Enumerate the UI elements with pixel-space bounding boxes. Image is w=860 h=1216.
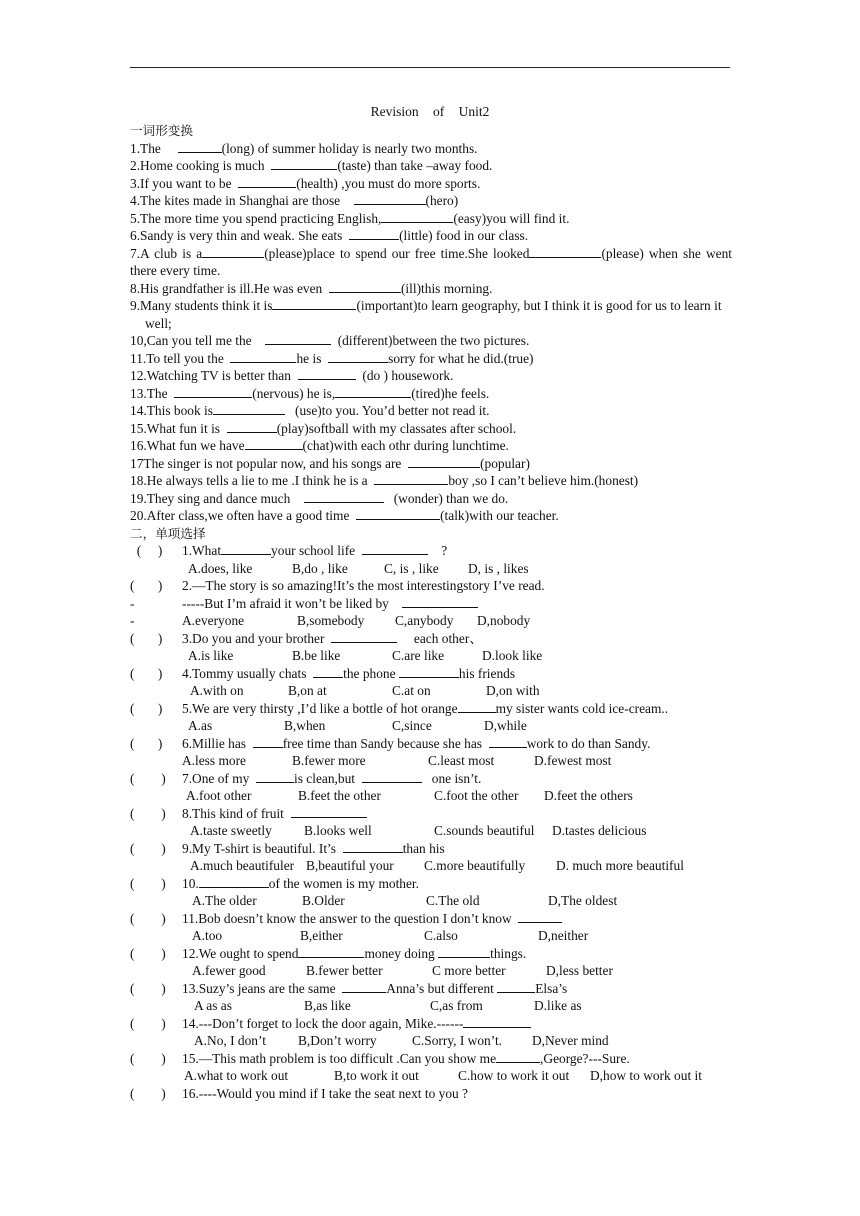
question-stem: ( ) 4.Tommy usually chats the phone his friends xyxy=(130,665,516,681)
answer-blank[interactable] xyxy=(402,596,478,608)
answer-blank[interactable] xyxy=(362,543,428,555)
option[interactable]: A.taste sweetly xyxy=(190,823,272,838)
question-stem: ( ) 12.We ought to spend money doing things. xyxy=(130,945,527,961)
option[interactable]: A.fewer good xyxy=(192,963,266,978)
question-stem: ( ) 14.---Don’t forget to lock the door again, Mike.------ xyxy=(130,1015,732,1033)
exercise-item: 17The singer is not popular now, and his songs are (popular) xyxy=(130,455,530,471)
answer-blank[interactable] xyxy=(178,141,222,153)
option[interactable]: C.foot the other xyxy=(434,788,519,803)
section-heading: 一词形变换 xyxy=(130,123,193,138)
question-options xyxy=(130,647,732,665)
option[interactable]: D,neither xyxy=(538,928,589,943)
answer-blank[interactable] xyxy=(238,176,296,188)
answer-blank[interactable] xyxy=(227,421,277,433)
answer-blank[interactable] xyxy=(329,281,401,293)
question-options xyxy=(130,560,732,578)
option[interactable]: D.fewest most xyxy=(534,753,612,768)
exercise-item: 20.After class,we often have a good time (talk)with our teacher. xyxy=(130,508,559,523)
option[interactable]: D,The oldest xyxy=(548,893,618,908)
option[interactable]: A as as xyxy=(194,998,232,1013)
option[interactable]: B.fewer better xyxy=(306,963,383,978)
option[interactable]: C.at on xyxy=(392,683,431,698)
option[interactable]: C.are like xyxy=(392,648,445,663)
question-stem: ( ) 1.What your school life ? xyxy=(130,542,732,560)
option[interactable]: B.feet the other xyxy=(298,788,381,803)
exercise-item: 4.The kites made in Shanghai are those (hero) xyxy=(130,193,459,208)
answer-blank[interactable] xyxy=(496,1051,540,1063)
option[interactable]: B.be like xyxy=(292,648,341,663)
exercise-item: 7.A club is a (please)place to spend our free time.She looked (please) when she went there every time. xyxy=(130,245,732,278)
option[interactable]: A.with on xyxy=(190,683,244,698)
exercise-item: 16.What fun we have (chat)with each othr during lunchtime. xyxy=(130,438,509,453)
answer-paren[interactable]: ( ) xyxy=(130,665,163,681)
option[interactable]: A.is like xyxy=(188,648,234,663)
question-options xyxy=(130,927,732,945)
question-options xyxy=(130,682,732,700)
option[interactable]: B,somebody xyxy=(297,613,365,628)
answer-paren[interactable]: ( ) xyxy=(130,700,163,716)
option[interactable]: C.more beautifully xyxy=(424,858,526,873)
exercise-item: 2.Home cooking is much (taste) than take –away food. xyxy=(130,158,493,173)
answer-blank[interactable] xyxy=(497,981,535,993)
answer-blank[interactable] xyxy=(265,333,331,345)
answer-blank[interactable] xyxy=(381,211,453,223)
exercise-item: 9.Many students think it is (important)to learn geography, but I think it is good for us to learn it well; xyxy=(130,298,722,331)
option[interactable]: D.feet the others xyxy=(544,788,633,803)
answer-paren[interactable]: ( ) xyxy=(130,875,166,891)
question-options xyxy=(130,857,732,875)
question-stem: ( ) 11.Bob doesn’t know the answer to the question I don’t know xyxy=(130,910,732,928)
option[interactable]: A.less more xyxy=(182,753,246,768)
answer-blank[interactable] xyxy=(408,456,480,468)
answer-paren[interactable]: ( ) xyxy=(130,630,163,646)
option[interactable]: B.fewer more xyxy=(292,753,366,768)
option[interactable]: D.like as xyxy=(534,998,582,1013)
header-rule xyxy=(130,67,730,68)
exercise-item: 10,Can you tell me the (different)between the two pictures. xyxy=(130,333,530,348)
answer-blank[interactable] xyxy=(331,631,397,643)
option[interactable]: C,since xyxy=(392,718,432,733)
answer-blank[interactable] xyxy=(328,351,388,363)
question-options xyxy=(130,822,732,840)
exercise-item: 11.To tell you the he is sorry for what he did.(true) xyxy=(130,350,534,366)
answer-blank[interactable] xyxy=(272,298,356,310)
answer-blank[interactable] xyxy=(342,981,386,993)
option[interactable]: A.too xyxy=(192,928,223,943)
option[interactable]: C.how to work it out xyxy=(458,1068,570,1083)
question-stem: ( ) 13.Suzy’s jeans are the same Anna’s but different Elsa’s xyxy=(130,980,568,996)
exercise-item: 3.If you want to be (health) ,you must do more sports. xyxy=(130,175,481,191)
option[interactable]: B,do , like xyxy=(292,560,348,576)
answer-blank[interactable] xyxy=(230,351,296,363)
option[interactable]: B,either xyxy=(300,928,343,943)
question-stem: ( ) 9.My T-shirt is beautiful. It’s than his xyxy=(130,840,445,856)
option[interactable]: A.No, I don’t xyxy=(194,1033,266,1048)
answer-blank[interactable] xyxy=(343,841,403,853)
option[interactable]: D, is , likes xyxy=(468,560,529,576)
option[interactable]: A.what to work out xyxy=(184,1068,289,1083)
question-options xyxy=(130,787,732,805)
option[interactable]: A.foot other xyxy=(186,788,252,803)
option[interactable]: B,on at xyxy=(288,683,327,698)
option[interactable]: C.Sorry, I won’t. xyxy=(412,1033,503,1048)
answer-blank[interactable] xyxy=(529,246,601,258)
option[interactable]: D,while xyxy=(484,718,527,733)
answer-blank[interactable] xyxy=(362,771,422,783)
question-options xyxy=(130,1032,732,1050)
question-options xyxy=(130,1067,732,1085)
answer-blank[interactable] xyxy=(304,491,384,503)
option[interactable]: D,nobody xyxy=(477,613,531,628)
answer-paren[interactable]: ( ) xyxy=(130,840,166,856)
option[interactable]: C,as from xyxy=(430,998,483,1013)
answer-blank[interactable] xyxy=(256,771,294,783)
section-heading: 二，单项选择 xyxy=(130,525,206,541)
question-options xyxy=(130,752,732,770)
answer-blank[interactable] xyxy=(253,736,283,748)
option[interactable]: D,how to work out it xyxy=(590,1068,702,1083)
question-stem: ( ) 8.This kind of fruit xyxy=(130,805,732,823)
answer-blank[interactable] xyxy=(374,473,448,485)
answer-blank[interactable] xyxy=(271,158,337,170)
answer-paren[interactable]: ( ) xyxy=(130,945,166,961)
question-stem: ( ) 5.We are very thirsty ,I’d like a bottle of hot orange my sister wants cold ice-cream.. xyxy=(130,700,669,716)
answer-blank[interactable] xyxy=(245,438,303,450)
option[interactable]: C,anybody xyxy=(395,613,454,628)
question-options xyxy=(130,892,732,910)
answer-blank[interactable] xyxy=(221,543,271,555)
question-stem: ( ) 10. of the women is my mother. xyxy=(130,875,420,891)
question-options xyxy=(130,962,732,980)
option[interactable]: B.looks well xyxy=(304,823,372,838)
answer-blank[interactable] xyxy=(518,911,562,923)
answer-blank[interactable] xyxy=(489,736,527,748)
answer-blank[interactable] xyxy=(349,228,399,240)
answer-paren[interactable]: ( ) xyxy=(130,1085,166,1101)
option[interactable]: A.The older xyxy=(192,893,257,908)
answer-blank[interactable] xyxy=(202,246,264,258)
option[interactable]: C.sounds beautiful xyxy=(434,823,535,838)
answer-blank[interactable] xyxy=(399,666,459,678)
question-stem: ( ) 15.—This math problem is too difficult .Can you show me ,George?---Sure. xyxy=(130,1050,630,1066)
answer-blank[interactable] xyxy=(291,806,367,818)
answer-blank[interactable] xyxy=(463,1016,531,1028)
page-title: Revision of Unit2 xyxy=(370,104,490,119)
exercise-item: 8.His grandfather is ill.He was even (ill)this morning. xyxy=(130,280,493,296)
option[interactable]: A.much beautifuler xyxy=(190,858,295,873)
option[interactable]: D.look like xyxy=(482,648,543,663)
question-stem: ( ) 2.—The story is so amazing!It’s the most interestingstory I’ve read. xyxy=(130,578,545,593)
answer-paren[interactable]: ( ) xyxy=(130,1050,166,1066)
answer-paren[interactable]: ( ) xyxy=(130,735,163,751)
answer-blank[interactable] xyxy=(213,403,285,415)
question-options xyxy=(130,717,732,735)
question-stem: ( ) 3.Do you and your brother each other、 xyxy=(130,630,483,646)
exercise-item: 6.Sandy is very thin and weak. She eats (little) food in our class. xyxy=(130,228,529,243)
option[interactable]: B,as like xyxy=(304,998,351,1013)
option[interactable]: D,on with xyxy=(486,683,540,698)
option[interactable]: A.does, like xyxy=(188,560,253,576)
answer-blank[interactable] xyxy=(174,386,252,398)
answer-paren[interactable]: ( ) xyxy=(130,805,166,821)
exercise-item: 19.They sing and dance much (wonder) than we do. xyxy=(130,490,509,506)
answer-blank[interactable] xyxy=(438,946,490,958)
answer-paren[interactable]: ( ) xyxy=(136,543,163,558)
exercise-item: 14.This book is (use)to you. You’d better not read it. xyxy=(130,403,490,418)
option[interactable]: C more better xyxy=(432,963,506,978)
option[interactable]: D,less better xyxy=(546,963,613,978)
exercise-item: 13.The (nervous) he is, (tired)he feels. xyxy=(130,385,490,401)
option[interactable]: B,to work it out xyxy=(334,1068,419,1083)
question-stem: ( ) 6.Millie has free time than Sandy because she has work to do than Sandy. xyxy=(130,735,651,751)
question-stem: ( ) 7.One of my is clean,but one isn’t. xyxy=(130,770,482,786)
exercise-item: 18.He always tells a lie to me .I think he is a boy ,so I can’t believe him.(honest) xyxy=(130,473,639,488)
option[interactable]: B,Don’t worry xyxy=(298,1033,377,1048)
option[interactable]: D. much more beautiful xyxy=(556,858,684,873)
option[interactable]: B,when xyxy=(284,718,326,733)
question-stem: - -----But I’m afraid it won’t be liked by xyxy=(130,595,732,613)
option[interactable]: C, is , like xyxy=(384,560,439,576)
option[interactable]: B,beautiful your xyxy=(306,858,394,873)
worksheet-body xyxy=(130,122,732,1102)
answer-paren[interactable]: ( ) xyxy=(130,1015,166,1031)
answer-blank[interactable] xyxy=(354,193,426,205)
answer-paren[interactable]: ( ) xyxy=(130,578,163,593)
option[interactable]: C.also xyxy=(424,928,458,943)
answer-paren[interactable]: ( ) xyxy=(130,980,166,996)
option[interactable]: C.least most xyxy=(428,753,495,768)
question-options: - A.everyone B,somebody C,anybody D,nobody xyxy=(130,613,531,628)
option[interactable]: A.as xyxy=(188,718,213,733)
option[interactable]: D.tastes delicious xyxy=(552,823,647,838)
exercise-item: 15.What fun it is (play)softball with my classates after school. xyxy=(130,420,517,436)
answer-paren[interactable]: ( ) xyxy=(130,910,166,926)
question-options xyxy=(130,997,732,1015)
option[interactable]: D,Never mind xyxy=(532,1033,609,1048)
exercise-item: 1.The (long) of summer holiday is nearly two months. xyxy=(130,140,478,156)
answer-blank[interactable] xyxy=(356,508,440,520)
exercise-item: 5.The more time you spend practicing English, (easy)you will find it. xyxy=(130,210,570,226)
option[interactable]: C.The old xyxy=(426,893,480,908)
answer-blank[interactable] xyxy=(298,946,364,958)
answer-blank[interactable] xyxy=(335,386,411,398)
question-stem: ( ) 16.----Would you mind if I take the seat next to you ? xyxy=(130,1085,469,1101)
option[interactable]: B.Older xyxy=(302,893,345,908)
answer-blank[interactable] xyxy=(458,701,496,713)
option[interactable]: A.everyone xyxy=(182,613,245,628)
answer-blank[interactable] xyxy=(313,666,343,678)
exercise-item: 12.Watching TV is better than (do ) housework. xyxy=(130,368,454,383)
answer-blank[interactable] xyxy=(199,876,269,888)
answer-paren[interactable]: ( ) xyxy=(130,770,166,786)
answer-blank[interactable] xyxy=(298,368,356,380)
